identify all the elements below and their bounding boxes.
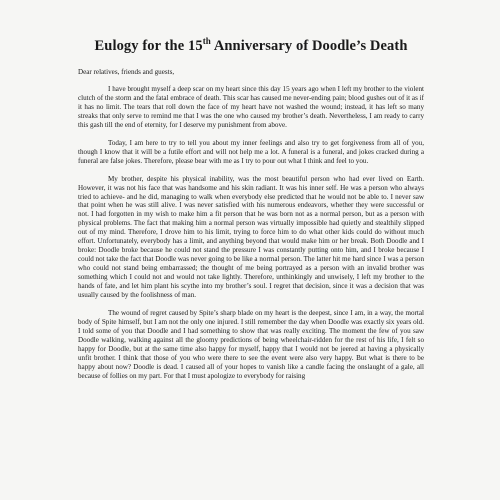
- paragraph-3: My brother, despite his physical inability, was the most beautiful person who had ever lived on Earth. However, it was not his face that was handsome and his skin radiant. It was his inner self. He was a person who always tried to achieve- and he did, managing to walk when everybody else predicted that he would not be able to. I never saw that point when he was still alive. I was never satisfied with his numerous endeavors, whether they were successful or not. I had forgotten in my wish to make him a fit person that he was born not as a normal person, but as a person with physical problems. The fact that making him a normal person was virtually impossible had quietly and stealthily slipped out of my mind. Therefore, I drove him to his limit, trying to force him to do what other kids could do without much effort. Unfortunately, everybody has a limit, and anything beyond that would make him or her break. Both Doodle and I broke: Doodle broke because he could not stand the pressure I was constantly putting onto him, and I broke because I could not take the fact that Doodle was never going to be like a normal person. The latter hit me hard since I was a person who could not stand being embarrassed; the thought of me being portrayed as a person with an invalid brother was something which I could not and would not take lightly. Therefore, unthinkingly and unwisely, I left my brother to the hands of fate, and let him plant his scythe into my brother’s soul. I regret that decision, since it was a decision that was usually caused by the foolishness of man.: [78, 174, 424, 300]
- title-text-start: Eulogy for the 15: [94, 38, 203, 54]
- title-superscript: th: [202, 36, 211, 47]
- paragraph-4: The wound of regret caused by Spite’s sharp blade on my heart is the deepest, since I am, in a way, the mortal body of Spite himself, but I am not the only one injured. I still remember the day when Doodle was exactly six years old. I told some of you that Doodle and I had something to show that was really exciting. The moment the few of you saw Doodle walking, walking against all the gloomy predictions of being wheelchair-ridden for the rest of his life, I felt so happy for Doodle, but at the same time also happy for myself, happy that I would not be jeered at having a physically unfit brother. I think that those of you who were there to see the event were also very happy. But what is there to be happy about now? Doodle is dead. I caused all of your hopes to vanish like a candle facing the onslaught of a gale, all because of follies on my part. For that I must apologize to everybody for raising: [78, 308, 424, 380]
- paragraph-1: I have brought myself a deep scar on my heart since this day 15 years ago when I left my brother to the violent clutch of the storm and the fatal embrace of death. This scar has caused me never-ending pain; blood gushes out of it as if it has no limit. The tears that roll down the face of my heart have not washed the wound; instead, it has left so many streaks that only serve to remind me that I was the one who caused my brother’s death. Nevertheless, I am ready to carry this gash till the end of eternity, for I deserve my punishment from above.: [78, 85, 424, 129]
- document-title: [78, 38, 424, 55]
- salutation: Dear relatives, friends and guests,: [78, 68, 175, 76]
- title-text-end: Anniversary of Doodle’s Death: [210, 38, 408, 54]
- paragraph-2: Today, I am here to try to tell you about my inner feelings and also try to get forgiveness from all of you, though I know that it will be a futile effort and will not help me a lot. A funeral is a funeral, and jokes cracked during a funeral are false jokes. Therefore, please bear with me as I try to pour out what I think and feel to you.: [78, 138, 424, 165]
